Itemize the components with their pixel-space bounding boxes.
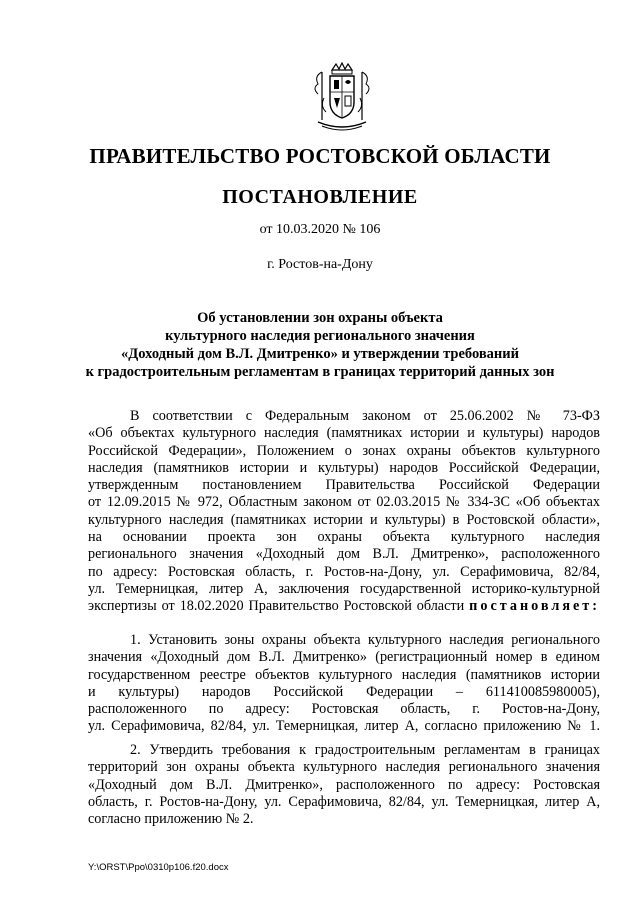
item-1-paragraph — [88, 632, 600, 736]
item-2-line: 2. Утвердить требования к градостроительным регламентам в границах — [130, 742, 600, 758]
rostov-region-coat-of-arms-icon — [310, 62, 374, 134]
item-2-line: область, г. Ростов-на-Дону, ул. Серафимовича, 82/84, ул. Темерницкая, литер А, — [88, 793, 600, 810]
preamble-last-line — [88, 598, 600, 615]
subject-line: «Доходный дом В.Л. Дмитренко» и утверждении требований — [121, 346, 519, 362]
item-2-line: «Доходный дом В.Л. Дмитренко», расположенного по адресу: Ростовская — [88, 776, 600, 793]
decree-word: постановляет: — [469, 598, 600, 615]
preamble-line: Российской Федерации», Положением о зонах охраны объектов культурного — [88, 442, 600, 459]
document-type: ПОСТАНОВЛЕНИЕ — [222, 186, 418, 208]
item-1-line: государственном реестре объектов культурного наследия (памятников истории — [88, 666, 600, 683]
preamble-line: культурного наследия (памятниках истории и культуры) в Ростовской области», — [88, 511, 600, 528]
item-2-paragraph — [88, 742, 600, 828]
subject-line: культурного наследия регионального значения — [165, 328, 475, 344]
preamble-line: «Об объектах культурного наследия (памятниках истории и культуры) народов — [88, 425, 600, 442]
preamble-line: ул. Темерницкая, литер А, заключения государственной историко-культурной — [88, 580, 600, 597]
item-2-line: территорий зон охраны объекта культурного наследия регионального значения — [88, 759, 600, 776]
item-1-line: и культуры) народов Российской Федерации – 611410085980005), — [88, 683, 600, 700]
preamble-line: утвержденным постановлением Правительства Российской Федерации — [88, 477, 600, 494]
item-1-line: расположенного по адресу: Ростовская область, г. Ростов-на-Дону, — [88, 701, 600, 718]
government-name: ПРАВИТЕЛЬСТВО РОСТОВСКОЙ ОБЛАСТИ — [89, 144, 551, 168]
preamble-line: на основании проекта зон охраны объекта культурного наследия — [88, 529, 600, 546]
document-city: г. Ростов-на-Дону — [267, 257, 373, 272]
document-subject — [60, 309, 580, 381]
document-date-number: от 10.03.2020 № 106 — [259, 222, 381, 237]
preamble-line: наследия (памятников истории и культуры) народов Российской Федерации, — [88, 459, 600, 476]
item-1-line: ул. Серафимовича, 82/84, ул. Темерницкая, литер А, согласно приложению № 1. — [88, 718, 600, 735]
preamble-line: В соответствии с Федеральным законом от 25.06.2002 № 73-ФЗ — [130, 408, 600, 424]
preamble-line: от 12.09.2015 № 972, Областным законом от 02.03.2015 № 334-ЗС «Об объектах — [88, 494, 600, 511]
item-1-line: значения «Доходный дом В.Л. Дмитренко» (регистрационный номер в едином — [88, 649, 600, 666]
preamble-paragraph — [88, 408, 600, 616]
preamble-line: экспертизы от 18.02.2020 Правительство Ростовской области — [88, 598, 465, 615]
preamble-line: регионального значения «Доходный дом В.Л. Дмитренко», расположенного — [88, 546, 600, 563]
preamble-line: по адресу: Ростовская область, г. Ростов-на-Дону, ул. Серафимовича, 82/84, — [88, 563, 600, 580]
item-2-line: согласно приложению № 2. — [88, 811, 254, 828]
item-1-line: 1. Установить зоны охраны объекта культурного наследия регионального — [130, 632, 600, 648]
subject-line: Об установлении зон охраны объекта — [197, 310, 443, 326]
subject-line: к градостроительным регламентам в границах территорий данных зон — [85, 364, 555, 380]
file-path-footer: Y:\ORST\Ppo\0310p106.f20.docx — [88, 862, 229, 873]
